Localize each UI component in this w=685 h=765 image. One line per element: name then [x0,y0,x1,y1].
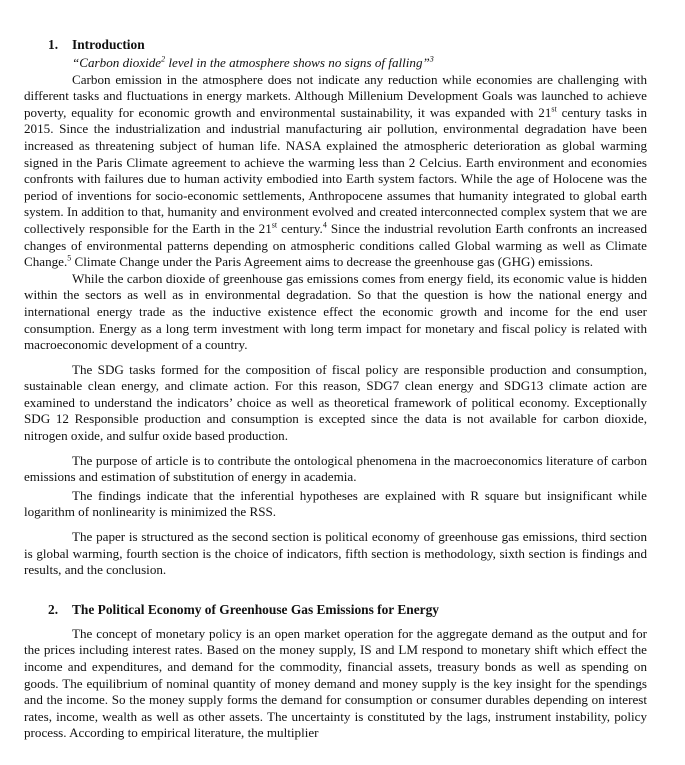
section-2-paragraph-1: The concept of monetary policy is an open market operation for the aggregate demand as the output and for the prices including interest rates. Based on the money supply, IS and LM respond to monetary shift which effect the income and expenditures, and demand for the commodity, financial assets, treasury bonds as well as spending on goods. The equilibrium of nominal quantity of money demand and money supply is the key insight for the spendings and the income. So the money supply forms the demand for consumption or consumer durables depending on interest rates, income, wealth as well as other assets. The uncertainty is constituted by the lags, instrument instability, policy process. According to empirical literature, the multiplier [24,625,647,741]
paragraph-text: Carbon emission in the atmosphere does not indicate any reduction while economies are challenging with different tasks and fluctuations in energy markets. Although Millenium Development Goals was launched to achieve poverty, equality for economic growth and environmental sustainability, it was expanded with 21 [24,71,647,120]
intro-paragraph-4: The purpose of article is to contribute the ontological phenomena in the macroeconomics literature of carbon emissions and estimation of substitution of energy in academia. [24,452,647,485]
intro-paragraph-6: The paper is structured as the second section is political economy of greenhouse gas emissions, third section is global warming, fourth section is the choice of indicators, fifth section is methodology, sixth section is findings and results, and the conclusion. [24,529,647,578]
ordinal-suffix: st [551,104,557,114]
paragraph-text: century tasks in 2015. Since the industrialization and industrial manufacturing air pollution, environmental degradation have been increased as threatening subject of human life. NASA explained the atmospheric deterioration as global warming signed in the Paris Climate agreement to achieve the warming less than 2 Celcius. Earth environment and economies confronts with failures due to human activity embodied into Earth system factors. While the age of Holocene was the period of inventions for socio-economic settlements, Anthropocene assumes that humanity integrated to global earth system. In addition to that, humanity and environment evolved and created interconnected complex system that we are collectively responsible for the Earth in the 21 [24,104,647,236]
intro-paragraph-1 [24,72,647,271]
footnote-ref[interactable]: 2 [161,54,166,64]
footnote-ref[interactable]: 4 [322,220,327,230]
epigraph-quote [24,55,647,72]
paragraph-text: Climate Change under the Paris Agreement aims to decrease the greenhouse gas (GHG) emissions. [71,254,594,270]
intro-paragraph-2: While the carbon dioxide of greenhouse gas emissions comes from energy field, its economic value is hidden within the sectors as well as in environmental degradation. So that the question is how the national energy and international energy trade as the inductive existence effect the economic growth and income for the end user consumption. Energy as a long term investment with long term impact for monetary and fiscal policy is related with macroeconomic development of a country. [24,270,647,353]
section-2-heading [24,601,647,619]
section-1-number: 1. [48,37,59,52]
quote-text: “Carbon dioxide [72,55,162,70]
section-1-heading [24,36,647,54]
footnote-ref[interactable]: 3 [429,54,434,64]
intro-paragraph-5: The findings indicate that the inferential hypotheses are explained with R square but insignificant while logarithm of nonlinearity is minimized the RSS. [24,487,647,520]
section-1-title: Introduction [72,37,145,52]
quote-text: level in the atmosphere shows no signs of falling” [165,55,430,70]
section-2-title: The Political Economy of Greenhouse Gas Emissions for Energy [72,601,440,617]
ordinal-suffix: st [271,220,278,230]
paragraph-text: century. [277,220,323,236]
footnote-ref[interactable]: 5 [67,253,72,263]
section-2-number: 2. [48,601,59,617]
paragraph-text: Since the industrial revolution Earth confronts an increased changes of environmental patterns depending on atmospheric conditions called Global warming as well as Climate Change. [24,220,647,270]
intro-paragraph-3: The SDG tasks formed for the composition of fiscal policy are responsible production and consumption, sustainable clean energy, and climate action. For this reason, SDG7 clean energy and SDG13 climate action are examined to understand the indicators’ choice as well as theoretical framework of political economy. Exceptionally SDG 12 Responsible production and consumption is excepted since the data is not available for carbon dioxide, nitrogen oxide, and sulfur oxide based production. [24,361,647,444]
